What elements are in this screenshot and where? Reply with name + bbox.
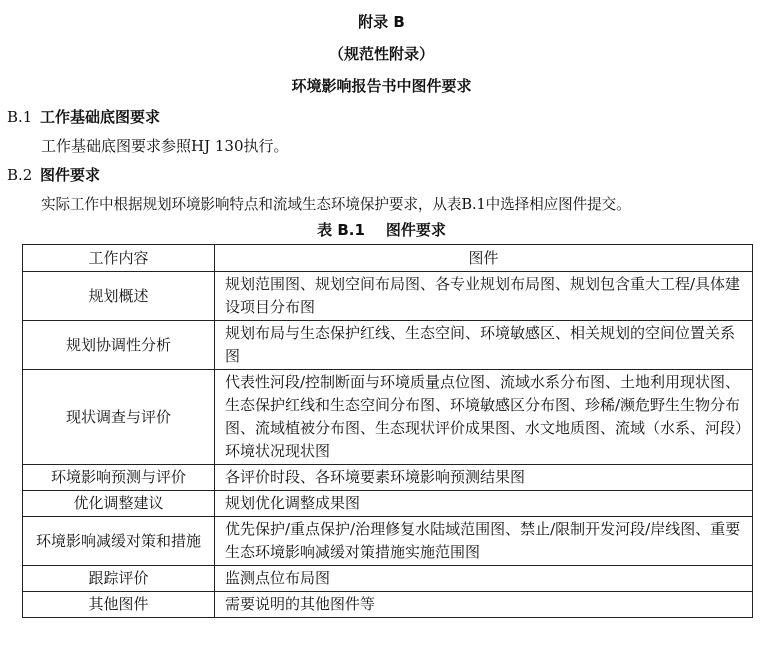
section-heading-b2 [7,165,100,185]
section-heading-b1 [7,107,160,127]
table-header-row [23,245,753,272]
table-row [23,592,753,618]
figures-cell: 规划优化调整成果图 [215,491,753,517]
work-content-cell: 环境影响减缓对策和措施 [23,517,215,566]
work-content-cell: 其他图件 [23,592,215,618]
table-row [23,272,753,321]
work-content-cell: 规划概述 [23,272,215,321]
figures-cell: 各评价时段、各环境要素环境影响预测结果图 [215,465,753,491]
table-row [23,491,753,517]
work-content-cell: 跟踪评价 [23,566,215,592]
section-title: 图件要求 [40,166,101,184]
table-row [23,566,753,592]
figures-cell: 规划范围图、规划空间布局图、各专业规划布局图、规划包含重大工程/具体建设项目分布图 [215,272,753,321]
section-title: 工作基础底图要求 [40,108,161,126]
section-paragraph-b2: 实际工作中根据规划环境影响特点和流域生态环境保护要求，从表B.1中选择相应图件提交。 [41,196,631,213]
figures-cell: 优先保护/重点保护/治理修复水陆域范围图、禁止/限制开发河段/岸线图、重要生态环境影响减缓对策措施实施范围图 [215,517,753,566]
work-content-cell: 优化调整建议 [23,491,215,517]
figures-cell: 规划布局与生态保护红线、生态空间、环境敏感区、相关规划的空间位置关系图 [215,321,753,370]
work-content-cell: 环境影响预测与评价 [23,465,215,491]
header-figures: 图件 [215,245,753,272]
table-row [23,465,753,491]
appendix-title: 附录 B [358,13,405,31]
table-row [23,517,753,566]
table-row [23,321,753,370]
appendix-subtitle: （规范性附录） [328,45,434,63]
table-caption: 表 B.1 图件要求 [317,221,446,239]
figures-cell: 监测点位布局图 [215,566,753,592]
section-number: B.2 [7,166,33,184]
work-content-cell: 规划协调性分析 [23,321,215,370]
header-work-content: 工作内容 [23,245,215,272]
figure-requirements-table [22,244,753,618]
figures-cell: 需要说明的其他图件等 [215,592,753,618]
document-title: 环境影响报告书中图件要求 [291,77,472,95]
section-number: B.1 [7,108,33,126]
figures-cell: 代表性河段/控制断面与环境质量点位图、流域水系分布图、土地利用现状图、生态保护红线和生态空间分布图、环境敏感区分布图、珍稀/濒危野生生物分布图、流域植被分布图、生态现状评价成果图、水文地质图、流域（水系、河段）环境状况现状图 [215,370,753,465]
section-paragraph-b1: 工作基础底图要求参照HJ 130执行。 [41,137,289,155]
table-row [23,370,753,465]
work-content-cell: 现状调查与评价 [23,370,215,465]
